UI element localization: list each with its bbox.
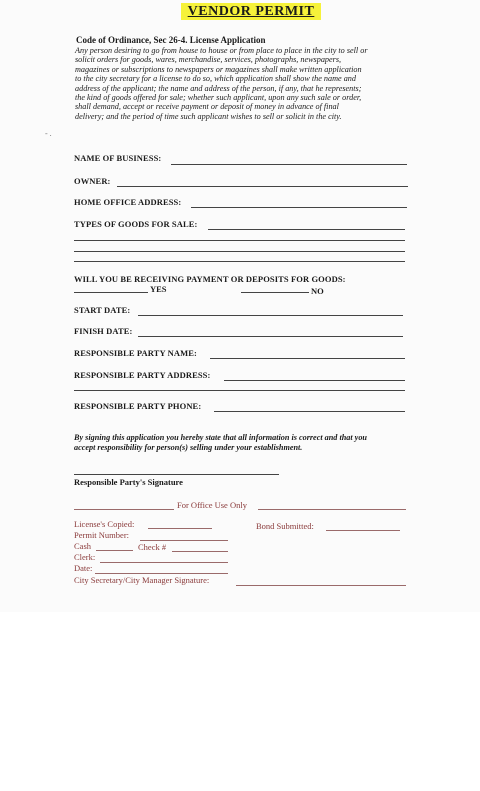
license-copied-label: License's Copied: <box>74 519 135 529</box>
attestation-line: By signing this application you hereby state that all information is correct and that you <box>74 433 367 442</box>
ordinance-line: Any person desiring to go from house to house or from place to place in the city to sell or <box>75 46 368 55</box>
ordinance-line: delivery; and the period of time such applicant wishes to sell or solicit in the city. <box>75 111 342 121</box>
form-title: VENDOR PERMIT <box>187 4 315 19</box>
attestation-text <box>74 433 414 453</box>
office-use-rule-right <box>258 509 406 510</box>
owner-line[interactable] <box>117 186 408 187</box>
date-line[interactable] <box>95 573 228 574</box>
margin-mark: - . <box>45 129 52 138</box>
home-office-line[interactable] <box>191 207 407 208</box>
business-name-line[interactable] <box>171 164 407 165</box>
goods-types-line-4[interactable] <box>74 261 405 262</box>
bond-submitted-label: Bond Submitted: <box>256 521 314 531</box>
bond-submitted-line[interactable] <box>326 530 400 531</box>
party-address-label: RESPONSIBLE PARTY ADDRESS: <box>74 370 211 380</box>
ordinance-line: the kind of goods offered for sale; whether such applicant, upon any such sale or order, <box>75 93 362 103</box>
code-heading: Code of Ordinance, Sec 26-4. License Application <box>76 35 266 45</box>
signature-label: Responsible Party's Signature <box>74 477 183 487</box>
business-name-label: NAME OF BUSINESS: <box>74 153 162 163</box>
start-date-line[interactable] <box>138 315 403 316</box>
party-address-line-2[interactable] <box>74 390 405 391</box>
party-address-line[interactable] <box>224 380 405 381</box>
ordinance-line: address of the applicant; the name and address of the person, if any, that he represents; <box>75 83 362 93</box>
goods-types-label: TYPES OF GOODS FOR SALE: <box>74 219 198 229</box>
payment-question-label: WILL YOU BE RECEIVING PAYMENT OR DEPOSITS FOR GOODS: <box>74 274 346 284</box>
office-use-heading: For Office Use Only <box>177 500 247 510</box>
license-copied-line[interactable] <box>148 528 212 529</box>
owner-label: OWNER: <box>74 176 111 186</box>
cash-line[interactable] <box>96 550 133 551</box>
ordinance-line: shall demand, accept or receive payment or deposit of money in advance of final <box>75 102 339 112</box>
party-name-label: RESPONSIBLE PARTY NAME: <box>74 348 197 358</box>
ordinance-line: magazines or subscriptions to newspapers or magazines shall make written application <box>75 64 362 74</box>
party-phone-label: RESPONSIBLE PARTY PHONE: <box>74 401 202 411</box>
title-highlight <box>181 3 321 20</box>
goods-types-line[interactable] <box>208 229 405 230</box>
ordinance-line: solicit orders for goods, wares, merchandise, services, photographs, newspapers, <box>75 55 342 65</box>
yes-label: YES <box>150 284 167 294</box>
date-label: Date: <box>74 563 93 573</box>
no-label: NO <box>311 286 324 296</box>
check-line[interactable] <box>172 551 228 552</box>
goods-types-line-3[interactable] <box>74 251 405 252</box>
ordinance-text <box>75 46 415 121</box>
check-label: Check # <box>138 542 167 552</box>
manager-signature-line[interactable] <box>236 585 406 586</box>
home-office-label: HOME OFFICE ADDRESS: <box>74 197 182 207</box>
start-date-label: START DATE: <box>74 305 131 315</box>
office-use-rule-left <box>74 509 174 510</box>
finish-date-line[interactable] <box>138 336 403 337</box>
yes-blank[interactable] <box>74 292 148 293</box>
no-blank[interactable] <box>241 292 309 293</box>
permit-number-label: Permit Number: <box>74 530 130 540</box>
clerk-label: Clerk: <box>74 552 96 562</box>
ordinance-line: to the city secretary for a license to do so, which application shall show the name and <box>75 74 356 84</box>
manager-signature-label: City Secretary/City Manager Signature: <box>74 575 210 585</box>
party-name-line[interactable] <box>210 358 405 359</box>
finish-date-label: FINISH DATE: <box>74 326 133 336</box>
cash-label: Cash <box>74 541 91 551</box>
signature-line[interactable] <box>74 474 279 475</box>
permit-number-line[interactable] <box>140 540 228 541</box>
party-phone-line[interactable] <box>214 411 405 412</box>
clerk-line[interactable] <box>100 562 228 563</box>
goods-types-line-2[interactable] <box>74 240 405 241</box>
attestation-line: accept responsibility for person(s) selling under your establishment. <box>74 443 303 452</box>
